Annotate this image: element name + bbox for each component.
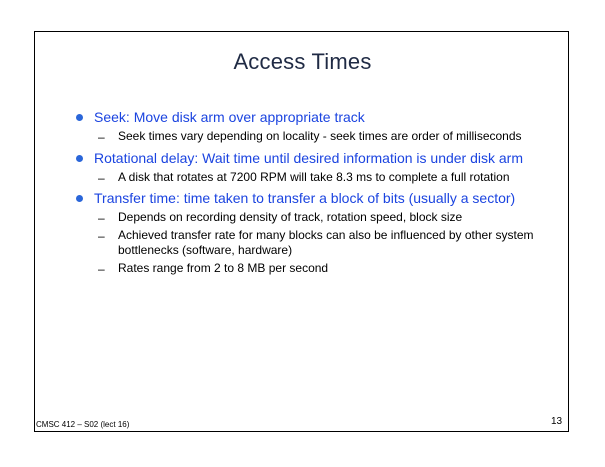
bullet-list [72,108,542,280]
sub-bullet-list [94,129,542,145]
sub-bullet-item [94,210,542,226]
sub-bullet-list [94,210,542,276]
bullet-text: Seek: Move disk arm over appropriate track [94,109,365,125]
slide-title: Access Times [233,49,372,74]
sub-bullet-item [94,261,542,277]
dash-icon: – [98,228,105,243]
dash-icon: – [98,261,105,276]
course-footer: CMSC 412 – S02 (lect 16) [36,420,130,429]
sub-bullet-list [94,170,542,186]
dash-icon: – [98,211,105,225]
sub-bullet-text: A disk that rotates at 7200 RPM will take 8.3 ms to complete a full rotation [118,169,510,184]
page-number: 13 [551,416,563,427]
sub-bullet-text: Seek times vary depending on locality - seek times are order of milliseconds [118,129,522,143]
sub-bullet-item [94,228,542,259]
sub-bullet-text: Achieved transfer rate for many blocks can also be influenced by other system bottlenecks (software, hardware) [118,227,534,257]
dash-icon: – [98,170,105,185]
bullet-text: Rotational delay: Wait time until desired information is under disk arm [94,149,524,166]
bullet-item-rotational-delay [72,149,542,186]
bullet-item-seek [72,108,542,145]
bullet-item-transfer-time [72,189,542,276]
bullet-dot-icon [76,155,83,162]
dash-icon: – [98,130,105,144]
sub-bullet-item [94,129,542,145]
sub-bullet-item [94,170,542,186]
bullet-dot-icon [76,195,83,202]
sub-bullet-text: Rates range from 2 to 8 MB per second [118,260,329,275]
bullet-dot-icon [76,114,83,121]
bullet-text: Transfer time: time taken to transfer a block of bits (usually a sector) [94,190,516,206]
sub-bullet-text: Depends on recording density of track, rotation speed, block size [118,210,463,224]
